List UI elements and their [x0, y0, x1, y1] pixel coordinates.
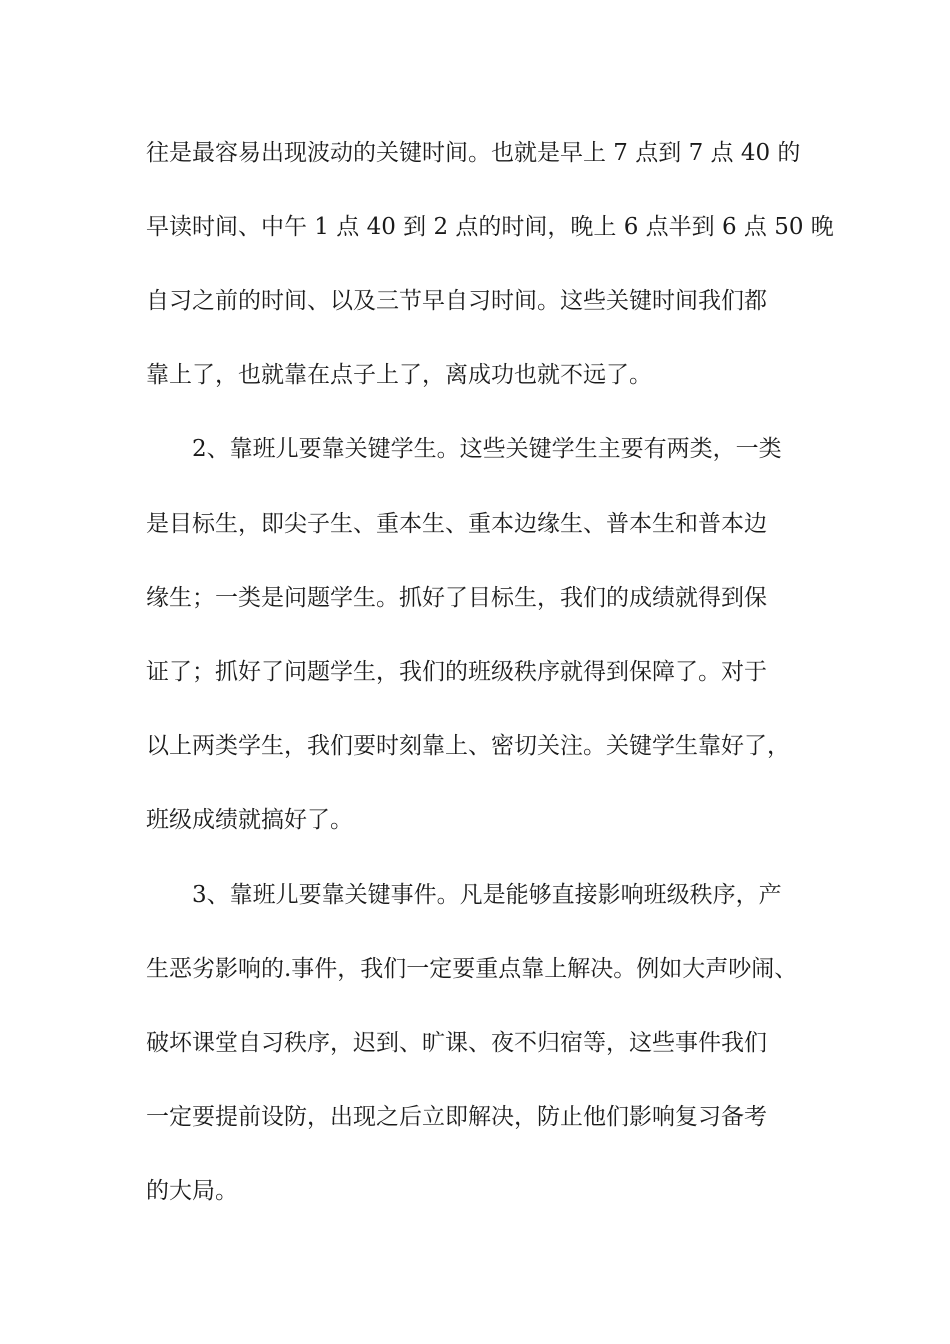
paragraph-3-line-1: 3、靠班儿要靠关键事件。凡是能够直接影响班级秩序，产 [192, 882, 782, 908]
paragraph-1-line-4: 靠上了，也就靠在点子上了，离成功也就不远了。 [146, 362, 652, 388]
paragraph-1-line-1: 往是最容易出现波动的关键时间。也就是早上 7 点到 7 点 40 的 [146, 140, 801, 166]
paragraph-2-line-4: 证了；抓好了问题学生，我们的班级秩序就得到保障了。对于 [146, 659, 767, 685]
paragraph-2-line-3: 缘生；一类是问题学生。抓好了目标生，我们的成绩就得到保 [146, 585, 767, 611]
paragraph-3-line-4: 一定要提前设防，出现之后立即解决，防止他们影响复习备考 [146, 1104, 767, 1130]
paragraph-2-line-1: 2、靠班儿要靠关键学生。这些关键学生主要有两类，一类 [192, 436, 782, 462]
paragraph-1-line-2: 早读时间、中午 1 点 40 到 2 点的时间，晚上 6 点半到 6 点 50 晚 [146, 214, 834, 240]
paragraph-2-line-6: 班级成绩就搞好了。 [146, 807, 353, 833]
paragraph-3-line-5: 的大局。 [146, 1178, 238, 1204]
paragraph-3-line-3: 破坏课堂自习秩序，迟到、旷课、夜不归宿等，这些事件我们 [146, 1030, 767, 1056]
paragraph-2-line-5: 以上两类学生，我们要时刻靠上、密切关注。关键学生靠好了， [146, 733, 790, 759]
paragraph-3-line-2: 生恶劣影响的.事件，我们一定要重点靠上解决。例如大声吵闹、 [146, 956, 798, 982]
paragraph-1-line-3: 自习之前的时间、以及三节早自习时间。这些关键时间我们都 [146, 288, 767, 314]
paragraph-2-line-2: 是目标生，即尖子生、重本生、重本边缘生、普本生和普本边 [146, 511, 767, 537]
